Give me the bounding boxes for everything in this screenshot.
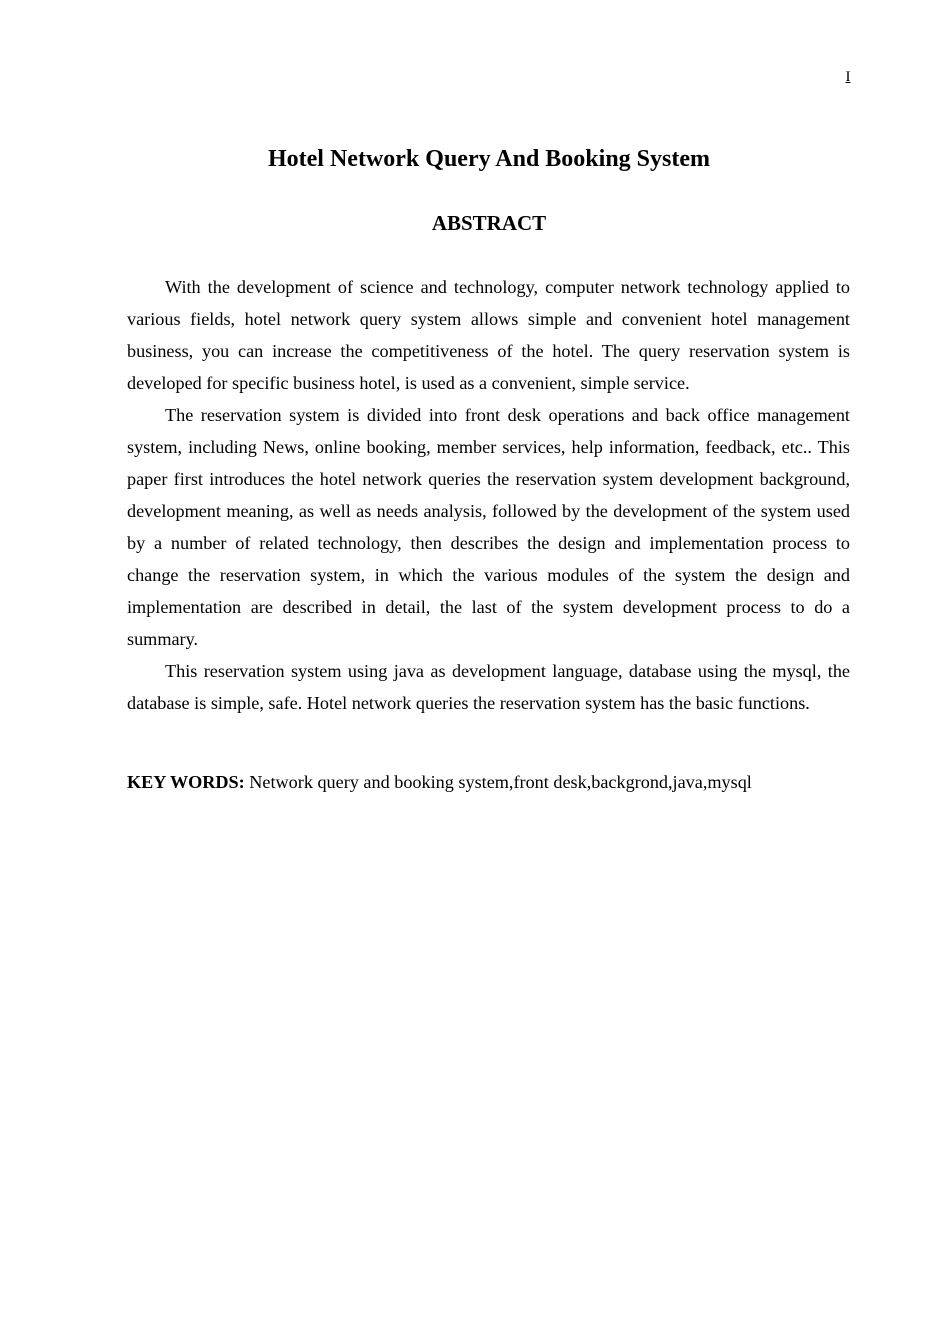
abstract-paragraph-2: The reservation system is divided into front desk operations and back office management system, including News, online booking, member services, help information, feedback, etc.. This paper first introduces the hotel network queries the reservation system development background, development meaning, as well as needs analysis, followed by the development of the system used by a number of related technology, then describes the design and implementation process to change the reservation system, in which the various modules of the system the design and implementation are described in detail, the last of the system development process to do a summary. (127, 405, 850, 649)
keywords-label: KEY WORDS: (127, 772, 245, 792)
abstract-paragraph-3: This reservation system using java as development language, database using the mysql, the database is simple, safe. Hotel network queries the reservation system has the basic functions. (127, 661, 850, 713)
document-title: Hotel Network Query And Booking System (267, 146, 710, 172)
keywords-line (127, 766, 850, 798)
abstract-body (127, 271, 850, 719)
page-number: I (845, 69, 851, 85)
keywords-text: Network query and booking system,front desk,backgrond,java,mysql (249, 772, 752, 792)
abstract-heading: ABSTRACT (431, 211, 547, 235)
abstract-paragraph-1: With the development of science and technology, computer network technology applied to various fields, hotel network query system allows simple and convenient hotel management business, you can increase the competitiveness of the hotel. The query reservation system is developed for specific business hotel, is used as a convenient, simple service. (127, 277, 850, 393)
